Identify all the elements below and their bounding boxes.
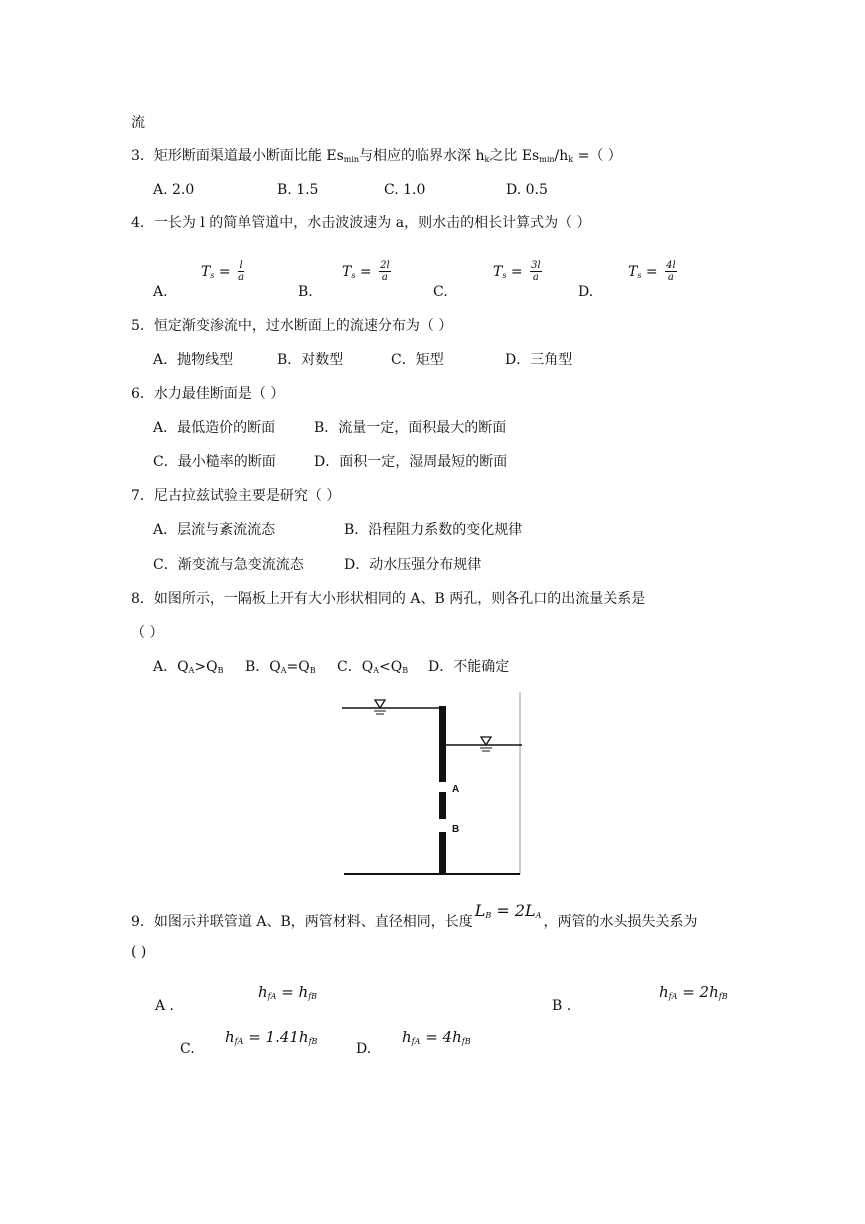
q8-option-c: C．$Q_A<Q_B$ — [337, 659, 409, 675]
q4-option-b: B. — [298, 284, 313, 300]
orifice-label-b: B — [452, 824, 460, 835]
orifice-label-a: A — [452, 784, 460, 795]
question-8-blank: （ ） — [131, 625, 164, 641]
q4-formula-d: $T_s$ = $\frac{4l}{a}$ — [628, 260, 676, 283]
q6-option-d: D．面积一定，湿周最短的断面 — [314, 454, 508, 470]
orifice-partition-figure — [338, 688, 528, 880]
q8-option-a: A．$Q_A>Q_B$ — [153, 659, 224, 675]
question-9: 9．如图示并联管道 A、B，两管材料、直径相同，长度$L_B = 2L_A$ ，两管的水头损失关系为 — [131, 901, 698, 930]
question-6: 6．水力最佳断面是（ ） — [131, 386, 285, 402]
text-line-flow: 流 — [131, 115, 145, 131]
q6-option-a: A．最低造价的断面 — [153, 420, 276, 436]
q7-option-d: D．动水压强分布规律 — [344, 557, 482, 573]
q9-formula-d: $h_{fA} = 4h_{fB}$ — [402, 1028, 471, 1046]
water-level-marker-left-icon — [374, 700, 386, 714]
q9-option-a: A . — [155, 998, 175, 1014]
q4-formula-c: $T_s$ = $\frac{3l}{a}$ — [493, 260, 541, 283]
q5-option-c: C．矩型 — [391, 352, 444, 368]
question-8: 8．如图所示，一隔板上开有大小形状相同的 A、B 两孔，则各孔口的出流量关系是 — [131, 591, 646, 607]
question-5: 5．恒定渐变渗流中，过水断面上的流速分布为（ ） — [131, 318, 453, 334]
question-7: 7．尼古拉兹试验主要是研究（ ） — [131, 488, 341, 504]
q3-option-b: B. 1.5 — [277, 182, 319, 198]
q8-option-d: D．不能确定 — [428, 659, 510, 675]
q4-option-d: D. — [578, 284, 594, 300]
q6-option-c: C．最小糙率的断面 — [153, 454, 276, 470]
q5-option-d: D．三角型 — [505, 352, 573, 368]
question-9-blank: ( ) — [131, 944, 147, 960]
q3-option-c: C. 1.0 — [384, 182, 426, 198]
q3-option-a: A. 2.0 — [153, 182, 195, 198]
q9-length-equation: $L_B = 2L_A$ — [474, 901, 542, 920]
q9-option-b: B . — [552, 998, 572, 1014]
question-3: 3．矩形断面渠道最小断面比能 $Es_{min}$与相应的临界水深 $h_k$之比 $Es_{min}/h_k$ =（ ） — [131, 148, 622, 164]
q9-formula-b: $h_{fA} = 2h_{fB}$ — [659, 983, 728, 1001]
q5-option-b: B．对数型 — [277, 352, 344, 368]
question-4: 4．一长为 l 的简单管道中，水击波波速为 a，则水击的相长计算式为（ ） — [131, 215, 591, 231]
q3-option-d: D. 0.5 — [506, 182, 548, 198]
q5-option-a: A．抛物线型 — [153, 352, 234, 368]
q4-formula-a: $T_s$ = $\frac{l}{a}$ — [201, 260, 245, 283]
q7-option-a: A．层流与紊流流态 — [153, 522, 276, 538]
q8-option-b: B．$Q_A=Q_B$ — [245, 659, 316, 675]
q7-option-b: B．沿程阻力系数的变化规律 — [344, 522, 523, 538]
q7-option-c: C．渐变流与急变流流态 — [153, 557, 304, 573]
q4-option-c: C. — [433, 284, 448, 300]
q6-option-b: B．流量一定，面积最大的断面 — [314, 420, 507, 436]
water-level-marker-right-icon — [480, 737, 492, 751]
q4-formula-b: $T_s$ = $\frac{2l}{a}$ — [342, 260, 390, 283]
q9-formula-a: $h_{fA} = h_{fB}$ — [258, 983, 318, 1001]
q4-option-a: A. — [153, 284, 168, 300]
q9-formula-c: $h_{fA} = 1.41h_{fB}$ — [225, 1028, 318, 1046]
q9-option-c: C. — [180, 1041, 195, 1057]
q9-option-d: D. — [356, 1041, 372, 1057]
